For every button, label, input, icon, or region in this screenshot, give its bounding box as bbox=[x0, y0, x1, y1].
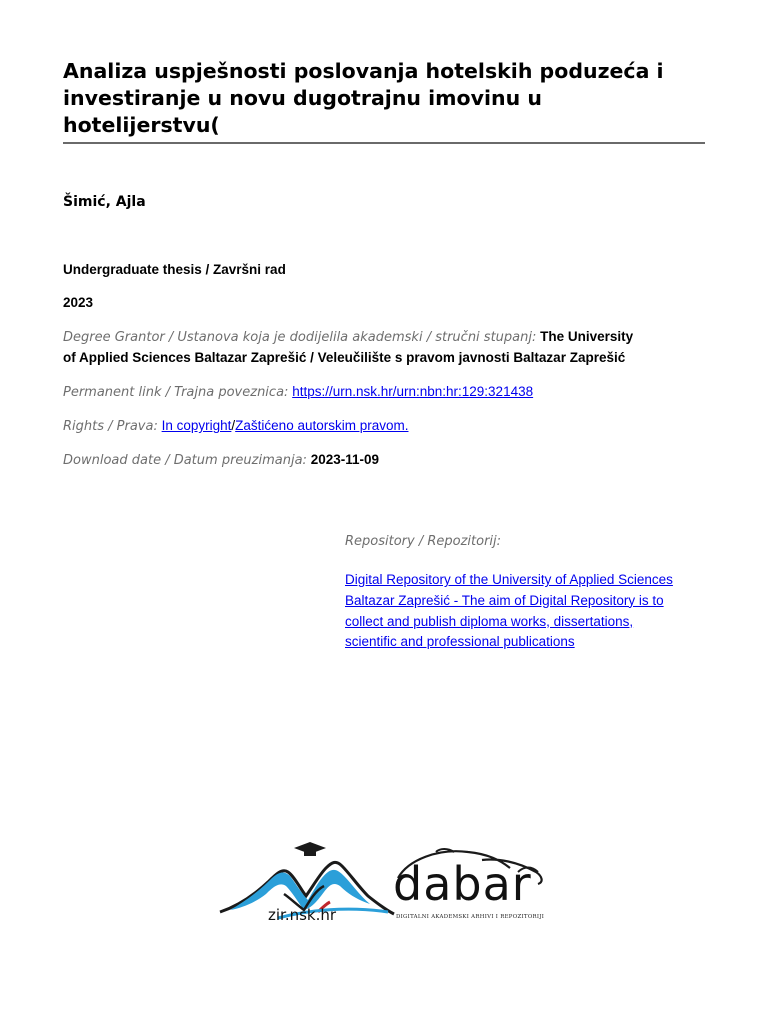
repository-label: Repository / Repozitorij: bbox=[345, 534, 502, 549]
grantor-row bbox=[63, 326, 633, 348]
permanent-link-row bbox=[63, 381, 533, 403]
permanent-link-url[interactable]: https://urn.nsk.hr/urn:nbn:hr:129:321438 bbox=[292, 384, 534, 399]
permanent-link-label: Permanent link / Trajna poveznica: bbox=[63, 385, 289, 400]
dabar-logo-subtitle: DIGITALNI AKADEMSKI ARHIVI I REPOZITORIJI bbox=[396, 914, 545, 920]
download-label: Download date / Datum preuzimanja: bbox=[63, 453, 307, 468]
repository-description bbox=[345, 570, 685, 653]
grantor-row-continued bbox=[63, 347, 625, 368]
document-title: Analiza uspješnosti poslovanja hotelskih poduzeća i investiranje u novu dugotrajnu imovinu u hotelijerstvu( bbox=[63, 59, 664, 137]
rights-link-zasticeno[interactable]: Zaštićeno autorskim pravom. bbox=[235, 418, 409, 433]
download-date: 2023-11-09 bbox=[310, 452, 379, 467]
document-year: 2023 bbox=[63, 295, 94, 310]
rights-row bbox=[63, 415, 408, 437]
rights-label: Rights / Prava: bbox=[63, 419, 158, 434]
title-divider bbox=[63, 142, 705, 144]
rights-separator: / bbox=[231, 418, 236, 433]
grantor-label: Degree Grantor / Ustanova koja je dodijelila akademski / stručni stupanj: bbox=[63, 330, 537, 345]
download-row bbox=[63, 449, 379, 471]
document-type: Undergraduate thesis / Završni rad bbox=[63, 262, 286, 277]
author-name: Šimić, Ajla bbox=[63, 194, 146, 210]
dabar-logo-text: dabar bbox=[393, 857, 532, 911]
repository-link[interactable]: Digital Repository of the University of Applied Sciences Baltazar Zaprešić - The aim of Digital Repository is to collect and publish diploma works, dissertations, scientific and professional publications bbox=[345, 572, 673, 650]
rights-link-in-copyright[interactable]: In copyright bbox=[161, 418, 232, 433]
grantor-value-line1: The University bbox=[540, 329, 634, 344]
grantor-value-line2: of Applied Sciences Baltazar Zaprešić / Veleučilište s pravom javnosti Baltazar Zaprešić bbox=[63, 350, 626, 365]
zir-logo-text: zir.nsk.hr bbox=[268, 906, 337, 924]
